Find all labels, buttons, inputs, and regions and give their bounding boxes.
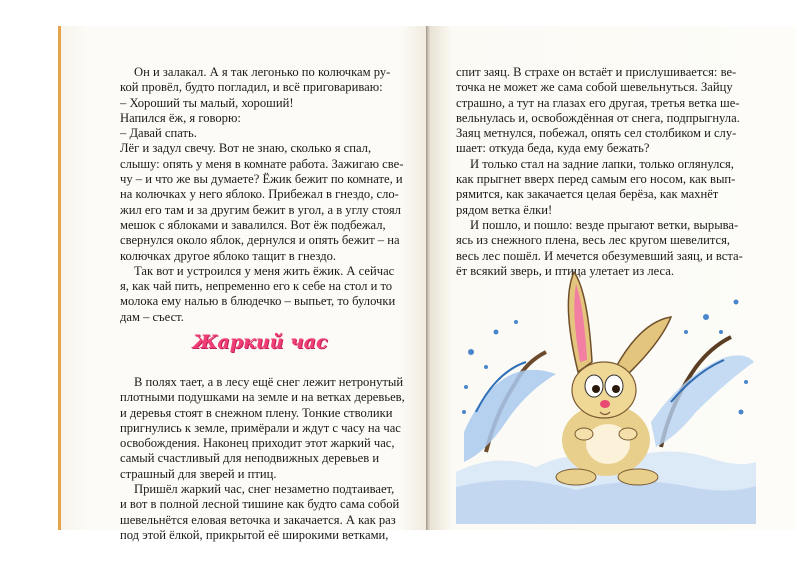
left-page-text-top bbox=[120, 65, 412, 325]
text-line: колючках другое яблоко тащит в гнездо. bbox=[120, 248, 337, 263]
text-line: рядом ветка ёлки! bbox=[456, 202, 553, 217]
text-line: освобождения. Наконец приходит этот жаркий час, bbox=[120, 436, 395, 451]
left-snow-branches bbox=[464, 370, 556, 462]
text-line: шает: откуда беда, куда ему бежать? bbox=[456, 141, 650, 156]
text-line: мешок с яблоками и завалился. Вот ёж подбежал, bbox=[120, 217, 386, 232]
hare-left-foot bbox=[556, 469, 596, 485]
hare-left-paw bbox=[575, 428, 593, 440]
text-line: страшный для зверей и птиц. bbox=[120, 466, 277, 481]
text-line: – Давай спать. bbox=[120, 126, 197, 141]
text-line: Напился ёж, я говорю: bbox=[120, 110, 241, 125]
hare-right-paw bbox=[619, 428, 637, 440]
text-line: шевельнётся еловая веточка и закачается. А как раз bbox=[120, 512, 396, 527]
left-page-text-bottom bbox=[120, 375, 412, 543]
text-line: самый счастливый для неподвижных деревьев и bbox=[120, 451, 380, 466]
text-line: и деревья стоят в снежном плену. Тонкие стволики bbox=[120, 405, 393, 420]
text-line: рямится, как закачается целая берёза, как махнёт bbox=[456, 187, 719, 202]
text-line: кой провёл, будто погладил, и всё приговариваю: bbox=[120, 80, 383, 95]
hare-right-pupil bbox=[612, 385, 620, 393]
text-line: – Хороший ты малый, хороший! bbox=[120, 95, 294, 110]
hare-right-foot bbox=[618, 469, 658, 485]
text-line: В полях тает, а в лесу ещё снег лежит нетронутый bbox=[134, 375, 404, 389]
text-line: Заяц метнулся, побежал, опять сел столбиком и слу- bbox=[456, 126, 737, 141]
text-line: И пошло, и пошло: везде прыгают ветки, вырыва- bbox=[470, 217, 739, 232]
chapter-title: Жаркий час bbox=[192, 331, 328, 353]
right-snow-branches bbox=[651, 355, 754, 447]
hare-right-ear bbox=[616, 317, 671, 374]
hare-nose bbox=[600, 400, 610, 408]
text-line: я, как чай пить, непременно его к себе на стол и то bbox=[120, 279, 393, 294]
text-line: чу – и что же вы думаете? Ёжик бежит по комнате, и bbox=[120, 172, 403, 187]
book-gutter bbox=[426, 26, 430, 530]
text-line: ёт всякий зверь, и птица улетает из леса. bbox=[456, 263, 675, 278]
hare-in-snow-illustration bbox=[456, 262, 756, 524]
text-line: свернулся около яблок, дернулся и опять бежит – на bbox=[120, 233, 400, 248]
text-line: и вот в полной лесной тишине как будто сама собой bbox=[120, 497, 400, 512]
text-line: как прыгнет вверх перед самым его носом, как вып- bbox=[456, 172, 736, 187]
hare-head bbox=[572, 362, 636, 418]
text-line: страшно, а тут на глазах его другая, третья ветка ше- bbox=[456, 95, 740, 110]
text-line: точка не может же сама собой шевельнуться. Зайцу bbox=[456, 80, 733, 95]
text-line: дам – съест. bbox=[120, 309, 184, 324]
hare-left-pupil bbox=[592, 385, 600, 393]
text-line: спит заяц. В страхе он встаёт и прислушивается: ве- bbox=[456, 65, 737, 79]
text-line: слышу: опять у меня в комнате работа. Зажигаю све- bbox=[120, 156, 404, 171]
text-line: Пришёл жаркий час, снег незаметно подтаивает, bbox=[134, 482, 395, 497]
page-edge-stripe bbox=[58, 26, 61, 530]
text-line: Лёг и задул свечу. Вот не знаю, сколько я спал, bbox=[120, 141, 372, 156]
text-line: на колючках у него яблоко. Прибежал в гнездо, сло- bbox=[120, 187, 399, 202]
text-line: пригнулись к земле, примёрали и ждут с часу на час bbox=[120, 420, 401, 435]
right-page-text bbox=[456, 65, 756, 279]
text-line: ясь из снежного плена, весь лес кругом шевелится, bbox=[456, 233, 731, 248]
text-line: весь лес пошёл. И мечется обезумевший заяц, и вста- bbox=[456, 248, 743, 263]
text-line: Он и залакал. А я так легонько по колючкам ру- bbox=[134, 65, 391, 79]
text-line: под этой ёлкой, прикрытой её широкими ветками, bbox=[120, 527, 389, 542]
text-line: И только стал на задние лапки, только оглянулся, bbox=[470, 156, 734, 171]
text-line: молока ему налью в блюдечко – выпьет, то булочки bbox=[120, 294, 396, 309]
text-line: жил его там и за другим бежит в угол, а в углу стоял bbox=[120, 202, 401, 217]
text-line: вельнулась и, освобождённая от снега, подпрыгнула. bbox=[456, 110, 740, 125]
text-line: Так вот и устроился у меня жить ёжик. А сейчас bbox=[134, 263, 395, 278]
text-line: плотными подушками на земле и на ветках деревьев, bbox=[120, 390, 405, 405]
